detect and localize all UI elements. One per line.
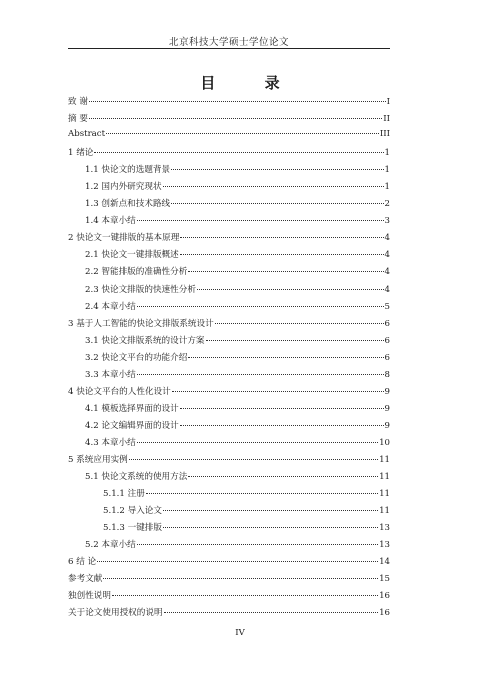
toc-entry[interactable] — [68, 163, 390, 180]
toc-entry-page: I — [386, 97, 390, 107]
running-header: 北京科技大学硕士学位论文 — [168, 37, 289, 48]
dot-leader — [180, 237, 383, 238]
toc-entry[interactable] — [68, 283, 390, 300]
toc-entry[interactable] — [68, 589, 390, 606]
toc-entry-label: 5.1 快论文系统的使用方法 — [85, 472, 188, 483]
toc-entry-label: 2.2 智能排版的准确性分析 — [85, 267, 188, 278]
toc-entry-label: 5.1.3 一键排版 — [103, 523, 162, 534]
table-of-contents — [68, 95, 390, 623]
toc-entry[interactable] — [68, 300, 390, 317]
dot-leader — [180, 408, 384, 409]
toc-entry[interactable] — [68, 317, 390, 334]
toc-entry-label: 摘 要 — [68, 114, 88, 125]
toc-entry-page: 11 — [379, 472, 390, 483]
dot-leader — [188, 476, 378, 477]
toc-entry-label: 3.2 快论文平台的功能介绍 — [85, 352, 188, 363]
toc-entry[interactable] — [68, 351, 390, 368]
toc-entry-label: 4.3 本章小结 — [85, 437, 136, 448]
toc-entry[interactable] — [68, 368, 390, 385]
dot-leader — [137, 306, 384, 307]
dot-leader — [89, 118, 382, 119]
toc-entry-label: 1 绪论 — [68, 148, 94, 159]
dot-leader — [137, 220, 384, 221]
toc-entry-label: 关于论文使用授权的说明 — [68, 608, 163, 619]
dot-leader — [89, 101, 386, 102]
toc-entry-label: 4.1 模板选择界面的设计 — [85, 403, 179, 414]
toc-entry[interactable] — [68, 214, 390, 231]
toc-entry-label: 1.3 创新点和技术路线 — [85, 199, 171, 210]
toc-entry-label: 5.2 本章小结 — [85, 540, 136, 551]
toc-entry-page: 9 — [384, 403, 390, 414]
toc-entry[interactable] — [68, 265, 390, 282]
toc-entry-label: 4 快论文平台的人性化设计 — [68, 386, 171, 397]
toc-entry-page: 3 — [384, 216, 390, 227]
toc-entry-page: 4 — [384, 250, 390, 261]
toc-entry[interactable] — [68, 334, 390, 351]
dot-leader — [180, 254, 384, 255]
toc-entry[interactable] — [68, 231, 390, 248]
dot-leader — [164, 612, 379, 613]
dot-leader — [112, 595, 378, 596]
toc-entry[interactable] — [68, 521, 390, 538]
toc-entry-label: 2.4 本章小结 — [85, 301, 136, 312]
toc-entry[interactable] — [68, 95, 390, 112]
dot-leader — [215, 323, 384, 324]
toc-entry[interactable] — [68, 572, 390, 589]
dot-leader — [163, 527, 378, 528]
toc-entry-label: 2 快论文一键排版的基本原理 — [68, 233, 180, 244]
header-rule — [68, 48, 390, 49]
dot-leader — [146, 493, 378, 494]
dot-leader — [180, 425, 384, 426]
toc-entry-label: 参考文献 — [68, 574, 103, 585]
toc-entry[interactable] — [68, 146, 390, 163]
toc-entry-page: 6 — [384, 352, 390, 363]
toc-entry[interactable] — [68, 606, 390, 623]
toc-entry[interactable] — [68, 385, 390, 402]
toc-entry[interactable] — [68, 436, 390, 453]
toc-entry[interactable] — [68, 504, 390, 521]
toc-entry-label: 致 谢 — [68, 97, 88, 107]
toc-entry-label: 独创性说明 — [68, 591, 111, 602]
toc-entry-page: II — [383, 114, 390, 125]
toc-entry-page: 13 — [379, 523, 390, 534]
toc-entry-page: 15 — [379, 574, 390, 585]
toc-entry-page: 2 — [384, 199, 390, 210]
toc-entry-label: 2.1 快论文一键排版概述 — [85, 250, 179, 261]
toc-entry-label: 5.1.2 导入论文 — [103, 506, 162, 517]
dot-leader — [172, 391, 384, 392]
toc-entry-label: 6 结 论 — [68, 557, 97, 568]
toc-entry-page: 1 — [384, 182, 390, 193]
dot-leader — [188, 271, 383, 272]
dot-leader — [197, 289, 384, 290]
toc-entry-page: 4 — [384, 284, 390, 295]
toc-entry[interactable] — [68, 402, 390, 419]
dot-leader — [103, 578, 378, 579]
dot-leader — [171, 203, 383, 204]
dot-leader — [188, 357, 383, 358]
toc-entry-page: 5 — [384, 301, 390, 312]
page-number: IV — [235, 628, 245, 638]
toc-entry[interactable] — [68, 453, 390, 470]
toc-entry[interactable] — [68, 487, 390, 504]
toc-entry-label: 2.3 快论文排版的快速性分析 — [85, 284, 196, 295]
toc-entry-page: 9 — [384, 386, 390, 397]
toc-entry-page: 16 — [379, 591, 390, 602]
toc-entry[interactable] — [68, 180, 390, 197]
toc-entry-label: 5 系统应用实例 — [68, 454, 128, 465]
dot-leader — [94, 152, 383, 153]
dot-leader — [137, 374, 384, 375]
toc-entry-page: 11 — [379, 454, 390, 465]
toc-entry-page: 9 — [384, 420, 390, 431]
toc-entry-label: 3.1 快论文排版系统的设计方案 — [85, 335, 205, 346]
toc-entry-label: 1.2 国内外研究现状 — [85, 182, 162, 193]
dot-leader — [163, 510, 378, 511]
toc-entry-label: 5.1.1 注册 — [103, 489, 145, 500]
toc-entry-page: 16 — [379, 608, 390, 619]
toc-entry-page: 4 — [384, 233, 390, 244]
toc-entry[interactable] — [68, 248, 390, 265]
toc-entry-page: III — [379, 129, 390, 140]
toc-entry-page: 1 — [384, 148, 390, 159]
dot-leader — [129, 459, 378, 460]
toc-entry-page: 4 — [384, 267, 390, 278]
toc-entry-label: 1.1 快论文的选题背景 — [85, 165, 171, 176]
dot-leader — [163, 186, 384, 187]
toc-entry-label: 4.2 论文编辑界面的设计 — [85, 420, 179, 431]
toc-entry-page: 11 — [379, 489, 390, 500]
toc-entry-page: 14 — [379, 557, 390, 568]
dot-leader — [206, 340, 384, 341]
toc-entry-page: 6 — [384, 318, 390, 329]
toc-entry-page: 8 — [384, 369, 390, 380]
toc-entry-page: 13 — [379, 540, 390, 551]
toc-entry-page: 11 — [379, 506, 390, 517]
toc-entry[interactable] — [68, 197, 390, 214]
toc-entry-label: 1.4 本章小结 — [85, 216, 136, 227]
dot-leader — [171, 169, 383, 170]
dot-leader — [137, 544, 378, 545]
dot-leader — [137, 442, 378, 443]
toc-entry-label: 3.3 本章小结 — [85, 369, 136, 380]
toc-entry-page: 1 — [384, 165, 390, 176]
toc-entry[interactable] — [68, 555, 390, 572]
toc-entry[interactable] — [68, 470, 390, 487]
toc-entry-label: 3 基于人工智能的快论文排版系统设计 — [68, 318, 214, 329]
toc-entry-page: 6 — [384, 335, 390, 346]
toc-entry[interactable] — [68, 419, 390, 436]
dot-leader — [97, 561, 378, 562]
toc-entry-label: Abstract — [68, 129, 106, 140]
toc-entry-page: 10 — [379, 437, 390, 448]
toc-entry[interactable] — [68, 112, 390, 129]
toc-entry[interactable] — [68, 129, 390, 146]
toc-entry[interactable] — [68, 538, 390, 555]
toc-title: 目 录 — [200, 74, 302, 92]
dot-leader — [106, 133, 379, 134]
